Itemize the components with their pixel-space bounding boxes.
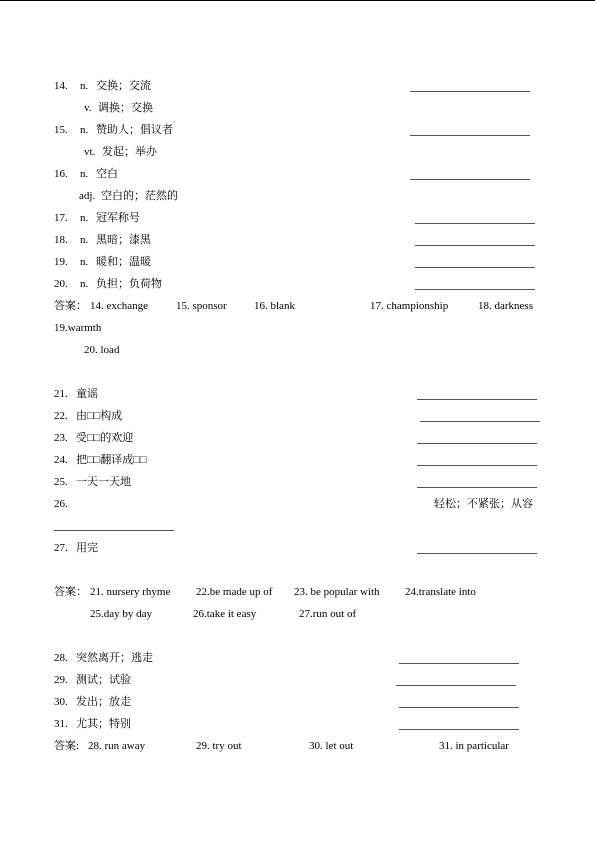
answer-item: 17. championship xyxy=(370,300,449,312)
answer-item: 22.be made up of xyxy=(196,586,273,598)
item-meaning: 一天一天地 xyxy=(76,476,131,488)
item-meaning: 赞助人；倡议者 xyxy=(96,124,173,136)
part-of-speech: n. xyxy=(80,168,89,180)
answer-blank[interactable] xyxy=(399,729,519,730)
item-number: 27. xyxy=(54,542,68,554)
answer-item: 29. try out xyxy=(196,740,242,752)
item-number: 24. xyxy=(54,454,68,466)
answer-blank[interactable] xyxy=(417,399,537,400)
answer-blank[interactable] xyxy=(415,223,535,224)
top-rule xyxy=(0,0,595,1)
item-meaning: 轻松；不紧张；从容 xyxy=(434,498,533,510)
answer-item: 31. in particular xyxy=(439,740,509,752)
answer-blank[interactable] xyxy=(417,443,537,444)
answer-item: 19.warmth xyxy=(54,322,102,334)
answer-label: 答案: xyxy=(54,740,80,752)
item-meaning: 突然离开；逃走 xyxy=(76,652,153,664)
item-meaning: 尤其；特别 xyxy=(76,718,131,730)
part-of-speech: n. xyxy=(80,256,89,268)
answer-blank[interactable] xyxy=(54,530,174,531)
answer-blank[interactable] xyxy=(417,465,537,466)
part-of-speech: vt. xyxy=(84,146,96,158)
item-meaning: 童谣 xyxy=(76,388,98,400)
item-meaning: 冠军称号 xyxy=(96,212,140,224)
item-number: 18. xyxy=(54,234,68,246)
answer-item: 21. nursery rhyme xyxy=(90,586,171,598)
item-number: 29. xyxy=(54,674,68,686)
item-meaning: 受□□的欢迎 xyxy=(76,432,134,444)
item-meaning: 空白的；茫然的 xyxy=(101,190,178,202)
item-meaning: 调换；交换 xyxy=(98,102,153,114)
answer-item: 28. run away xyxy=(88,740,146,752)
item-number: 21. xyxy=(54,388,68,400)
item-meaning: 把□□翻译成□□ xyxy=(76,454,147,466)
item-meaning: 发出；放走 xyxy=(76,696,131,708)
answer-blank[interactable] xyxy=(399,663,519,664)
answer-item: 23. be popular with xyxy=(294,586,380,598)
item-number: 26. xyxy=(54,498,68,510)
answer-label: 答案： xyxy=(54,586,87,598)
item-number: 16. xyxy=(54,168,68,180)
item-meaning: 交换；交流 xyxy=(96,80,151,92)
item-number: 23. xyxy=(54,432,68,444)
answer-item: 24.translate into xyxy=(405,586,476,598)
answer-blank[interactable] xyxy=(417,553,537,554)
answer-blank[interactable] xyxy=(415,289,535,290)
answer-item: 15. sponsor xyxy=(176,300,227,312)
answer-blank[interactable] xyxy=(415,245,535,246)
answer-item: 14. exchange xyxy=(90,300,149,312)
item-meaning: 暖和；温暖 xyxy=(96,256,151,268)
answer-blank[interactable] xyxy=(420,421,540,422)
part-of-speech: n. xyxy=(80,124,89,136)
item-number: 30. xyxy=(54,696,68,708)
answer-item: 30. let out xyxy=(309,740,354,752)
item-number: 28. xyxy=(54,652,68,664)
item-meaning: 发起；举办 xyxy=(102,146,157,158)
answer-item: 16. blank xyxy=(254,300,295,312)
answer-blank[interactable] xyxy=(410,179,530,180)
item-meaning: 负担；负荷物 xyxy=(96,278,162,290)
answer-item: 25.day by day xyxy=(90,608,153,620)
answer-item: 26.take it easy xyxy=(193,608,257,620)
item-number: 22. xyxy=(54,410,68,422)
answer-blank[interactable] xyxy=(396,685,516,686)
item-meaning: 空白 xyxy=(96,168,118,180)
item-meaning: 黑暗；漆黑 xyxy=(96,234,151,246)
answer-label: 答案： xyxy=(54,300,87,312)
item-number: 25. xyxy=(54,476,68,488)
answer-item: 18. darkness xyxy=(478,300,533,312)
answer-item: 20. load xyxy=(84,344,120,356)
item-number: 15. xyxy=(54,124,68,136)
answer-item: 27.run out of xyxy=(299,608,357,620)
answer-blank[interactable] xyxy=(415,267,535,268)
part-of-speech: n. xyxy=(80,80,89,92)
item-meaning: 用完 xyxy=(76,542,98,554)
answer-blank[interactable] xyxy=(410,135,530,136)
part-of-speech: n. xyxy=(80,212,89,224)
part-of-speech: v. xyxy=(84,102,92,114)
item-number: 31. xyxy=(54,718,68,730)
part-of-speech: adj. xyxy=(79,190,96,202)
item-meaning: 由□□构成 xyxy=(76,410,123,422)
part-of-speech: n. xyxy=(80,278,89,290)
part-of-speech: n. xyxy=(80,234,89,246)
item-number: 17. xyxy=(54,212,68,224)
item-meaning: 测试；试验 xyxy=(76,674,131,686)
item-number: 14. xyxy=(54,80,68,92)
answer-blank[interactable] xyxy=(399,707,519,708)
answer-blank[interactable] xyxy=(410,91,530,92)
item-number: 20. xyxy=(54,278,68,290)
answer-blank[interactable] xyxy=(417,487,537,488)
item-number: 19. xyxy=(54,256,68,268)
